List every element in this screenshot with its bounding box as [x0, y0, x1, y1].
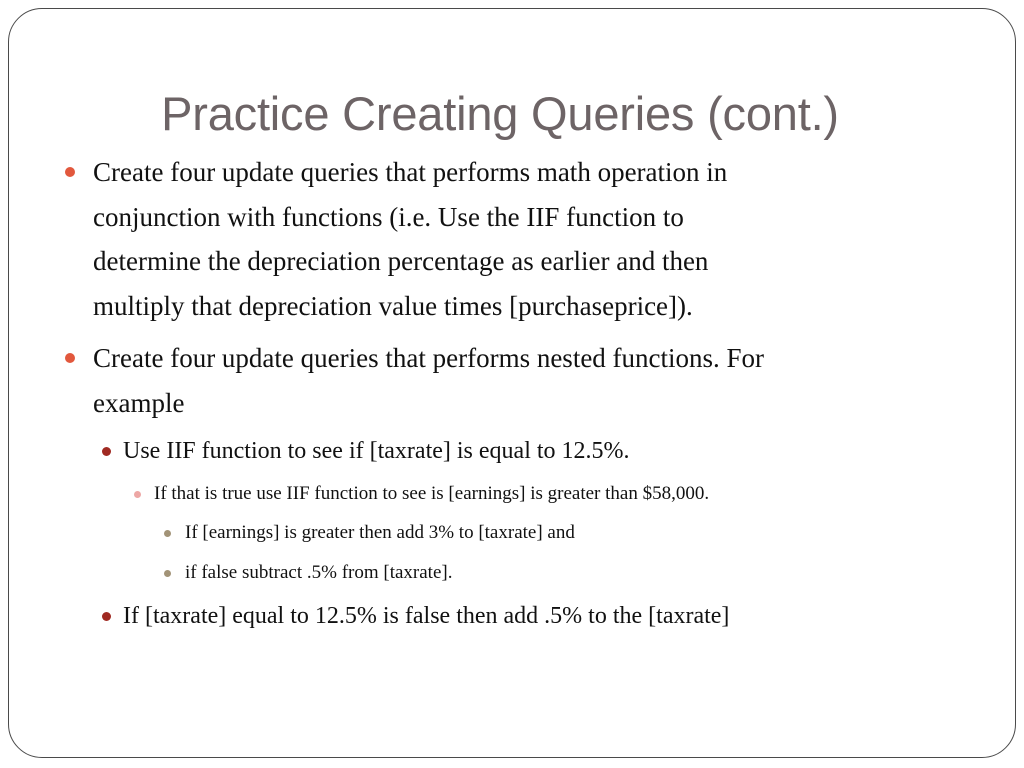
bullet-dot-level4	[164, 570, 171, 577]
bullet-math-update-queries	[93, 150, 727, 328]
sub-bullet-false-subtract	[185, 560, 452, 586]
bullet-dot-level4	[164, 530, 171, 537]
bullet-text-line: multiply that depreciation value times [purchaseprice]).	[93, 290, 693, 321]
bullet-dot-level3	[134, 491, 141, 498]
bullet-text-line: Create four update queries that performs math operation in	[93, 157, 728, 187]
sub-bullet-iif-taxrate	[123, 435, 630, 467]
bullet-text-line: If that is true use IIF function to see is [earnings] is greater than $58,000.	[154, 483, 710, 504]
bullet-dot-level2	[102, 612, 111, 621]
bullet-text-line: Create four update queries that performs nested functions. For	[93, 343, 765, 373]
bullet-dot-level1	[65, 353, 75, 363]
bullet-nested-update-queries	[93, 336, 764, 425]
bullet-text-line: example	[93, 387, 185, 418]
sub-bullet-iif-earnings	[154, 481, 709, 507]
bullet-dot-level2	[102, 447, 111, 456]
bullet-text-line: if false subtract .5% from [taxrate].	[185, 562, 453, 583]
bullet-text-line: If [earnings] is greater then add 3% to [taxrate] and	[185, 522, 575, 543]
bullet-text-line: Use IIF function to see if [taxrate] is equal to 12.5%.	[123, 438, 630, 464]
sub-bullet-taxrate-false	[123, 600, 729, 632]
slide-title: Practice Creating Queries (cont.)	[161, 87, 839, 140]
bullet-text-line: determine the depreciation percentage as earlier and then	[93, 246, 709, 276]
bullet-dot-level1	[65, 167, 75, 177]
bullet-text-line: conjunction with functions (i.e. Use the IIF function to	[93, 201, 684, 232]
sub-bullet-earnings-greater	[185, 520, 575, 546]
bullet-text-line: If [taxrate] equal to 12.5% is false then add .5% to the [taxrate]	[123, 603, 730, 629]
